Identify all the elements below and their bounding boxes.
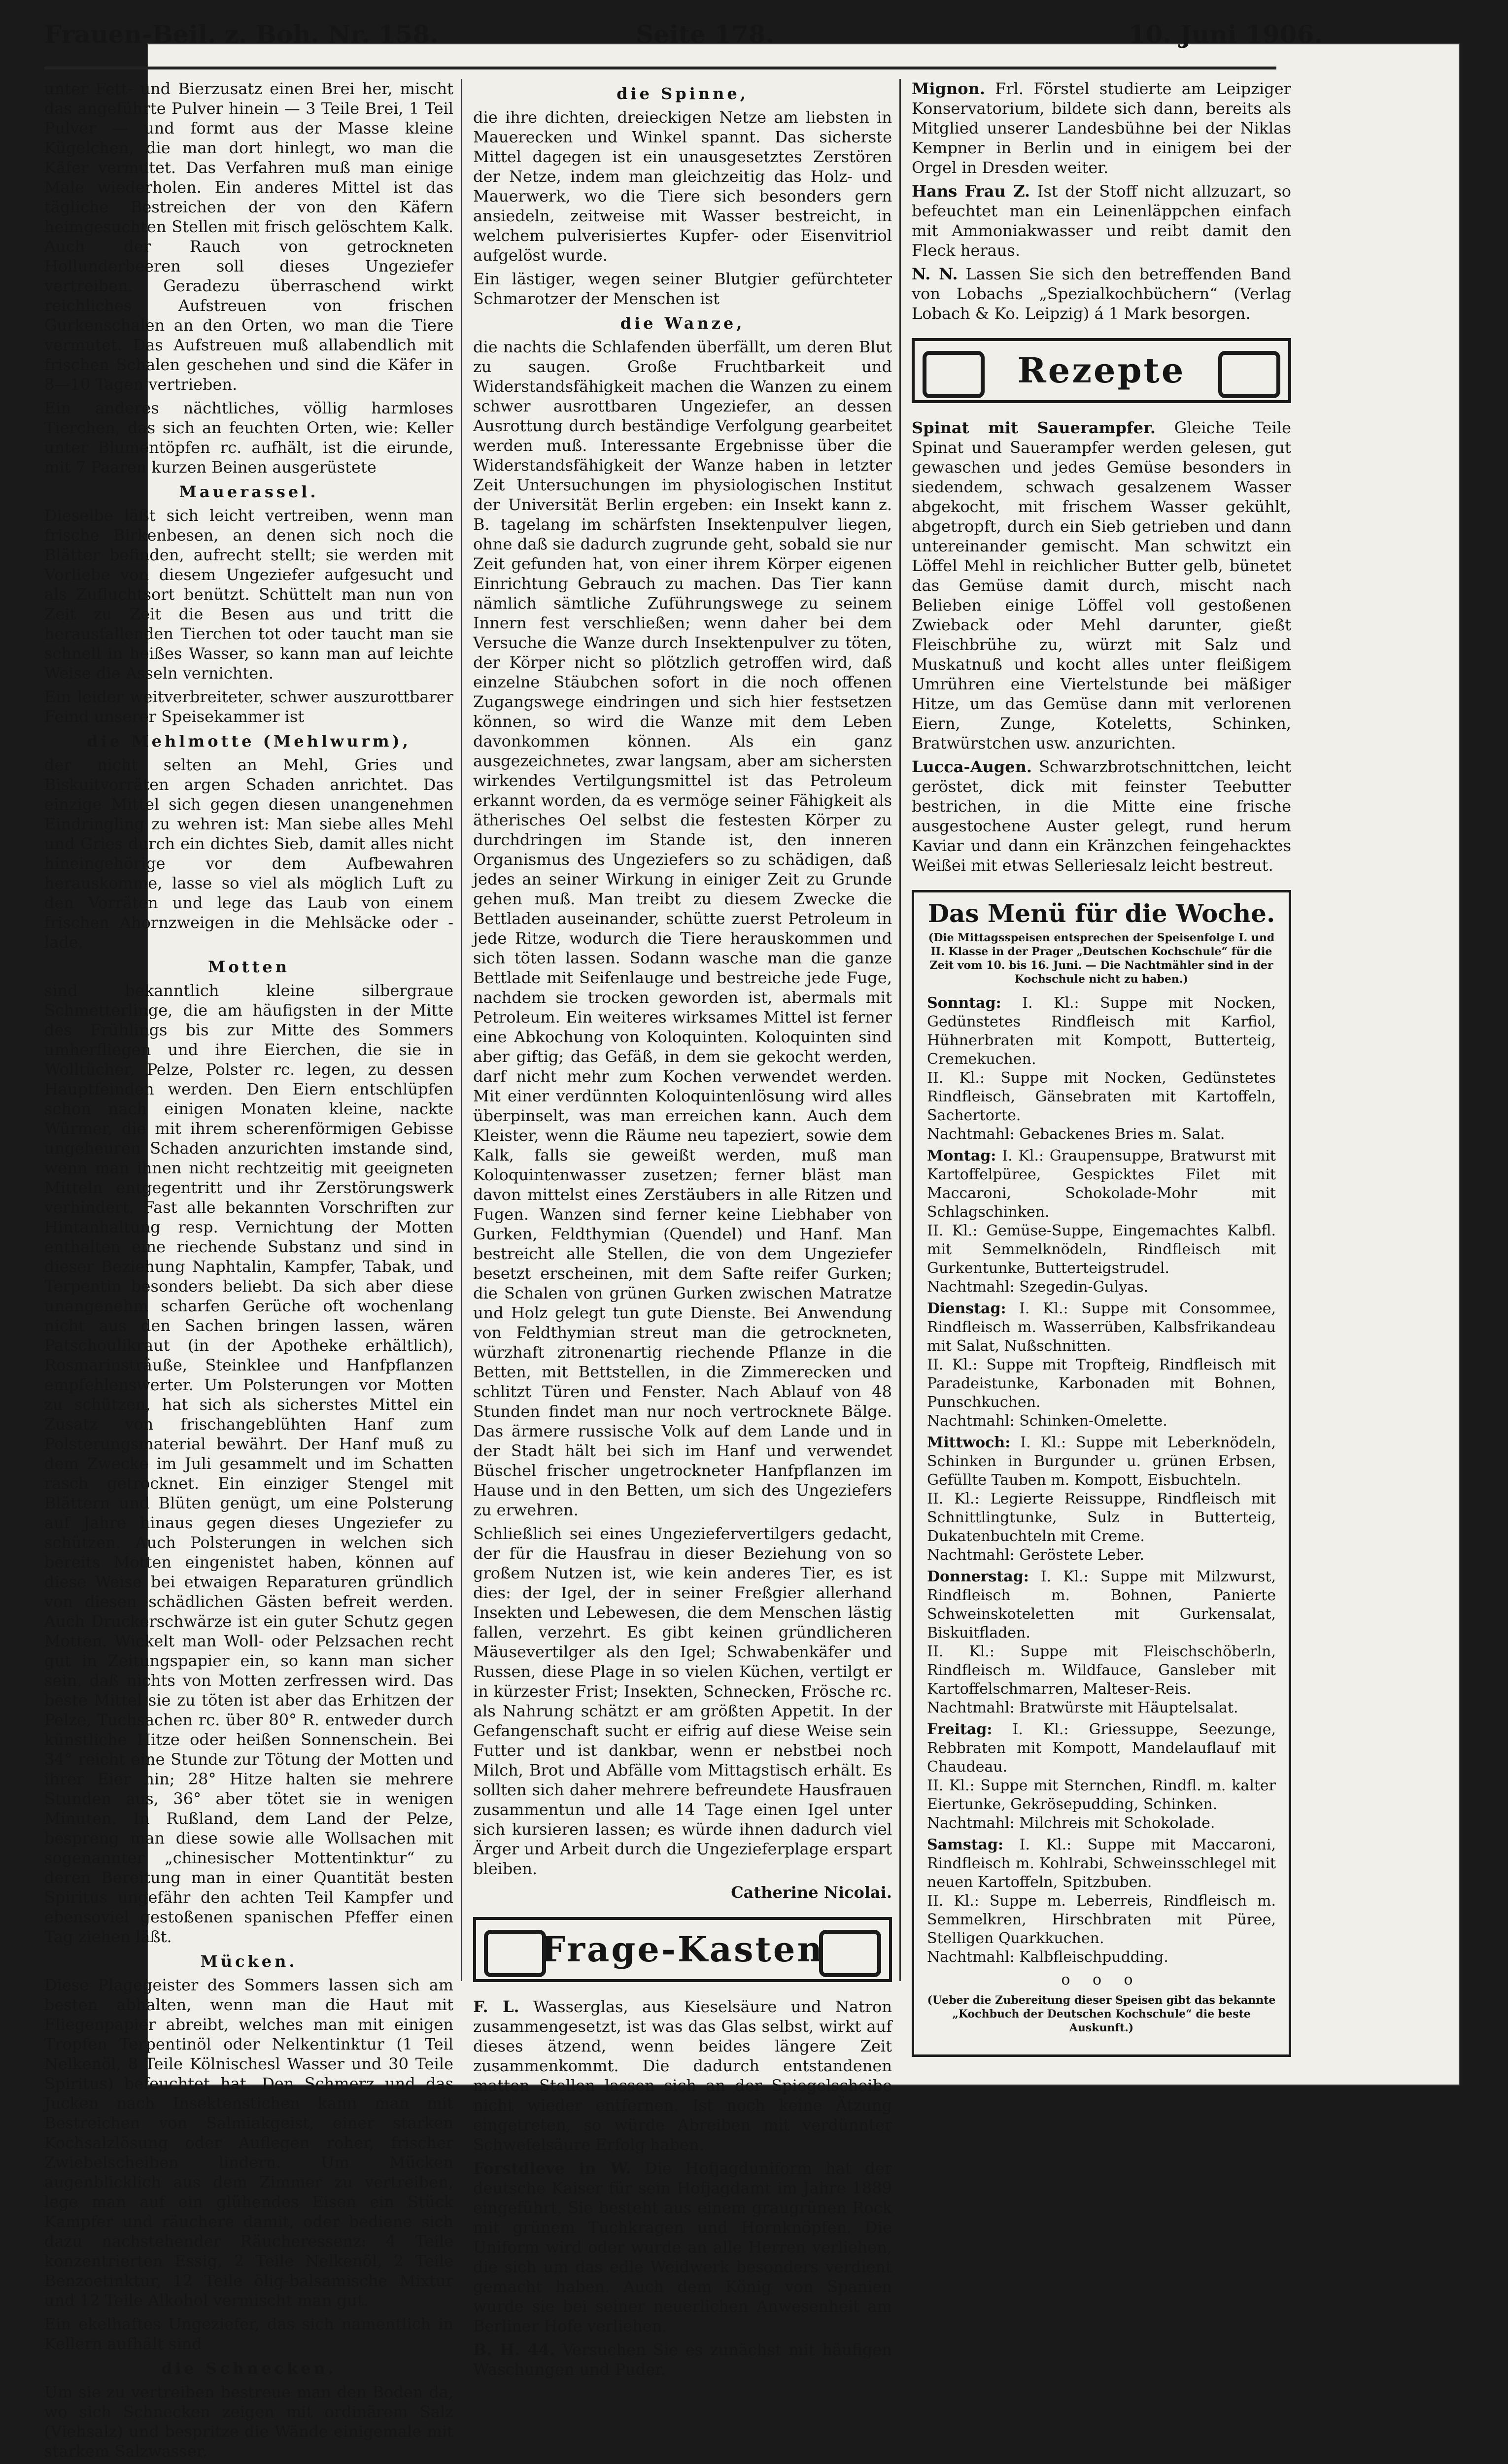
author-signature: Catherine Nicolai. [731,1883,892,1902]
article-paragraph: Ein anderes nächtliches, völlig harmloses Tierchen, das sich an feuchten Orten, wie: Keller unter Blumentöpfen rc. aufhält, ist die eirunde, mit 7 Paaren kurzen Beinen ausgerüstete [44,399,453,477]
answer-head: F. L. [473,1997,519,2016]
menu-line [927,1546,1276,1565]
answer-head: Hans Frau Z. [912,182,1030,201]
answer-text: Wasserglas, aus Kieselsäure und Natron zusammengesetzt, ist was das Glas selbst, wirkt auf dieses ätzend, wenn beides längere Zeit zusammenkommt. Die dadurch entstandenen matten Stellen lassen sich an der Spiegelscheibe nicht wieder entfernen. Ist noch keine Ätzung eingetreten, so würde Abreiben mit verdünnter Schwefelsäure Erfolg haben. [473,1997,892,2154]
recipe [912,757,1291,875]
menu-line-text: Nachtmahl: Szegedin-Gulyas. [927,1278,1149,1296]
article-paragraph: die ihre dichten, dreieckigen Netze am liebsten in Mauerecken und Winkel spannt. Das sicherste Mittel dagegen ist ein unausgesetztes Zerstören der Netze, indem man gleichzeitig das Holz- und Mauerwerk, wo die Tiere sich besonders gern ansiedeln, zeitweise mit Wasser bestreicht, in welchem pulverisiertes Kupfer- oder Eisenvitriol aufgelöst wurde. [473,108,892,265]
menu-line [927,1412,1276,1431]
frage-kasten-banner [473,1917,892,1982]
menu-day [927,1434,1276,1565]
menu-day-label: Sonntag: [927,994,1001,1012]
article-paragraph: die nachts die Schlafenden überfällt, um deren Blut zu saugen. Große Fruchtbarkeit und Widerstandsfähigkeit machen die Wanzen zu einem schwer ausrottbaren Ungeziefer, an dessen Ausrottung durch beständige Verfolgung gearbeitet werden muß. Interessante Ergebnisse über die Widerstandsfähigkeit der Wanze haben in letzter Zeit Untersuchungen im physiologischen Institut der Universität Berlin ergeben: ein Insekt kann z. B. tagelang im schärfsten Insektenpulver liegen, ohne daß sie dadurch zugrunde geht, sobald sie nur Zeit gefunden hat, von einer ihrem Körper eigenen Einrichtung Gebrauch zu machen. Das Tier kann nämlich sämtliche Zuführungswege zu seinem Innern fest verschließen; wenn daher bei dem Versuche die Wanze durch Insektenpulver zu töten, der Körper nicht so plötzlich getroffen wird, daß einzelne Stäubchen sofort in die noch offenen Zugangswege eindringen und sich hier festsetzen können, so wird die Wanze mit dem Leben davonkommen können. Als ein ganz ausgezeichnetes, zwar langsam, aber am sichersten wirkendes Vertilgungsmittel ist das Petroleum erkannt worden, da es vermöge seiner Fähigkeit als ätherisches Oel selbst die festesten Körper zu durchdringen im Stande ist, den inneren Organismus des Ungeziefers so zu schädigen, daß jedes an seiner Wirkung in einiger Zeit zu Grunde gehen muß. Man treibt zu diesem Zwecke die Bettladen auseinander, schütte zuerst Petroleum in jede Ritze, wodurch die Tiere herauskommen und sich töten lassen. Sodann wasche man die ganze Bettlade mit Seifenlauge und bestreiche jede Fuge, nachdem sie trocken geworden ist, abermals mit Petroleum. Ein weiteres wirksames Mittel ist ferner eine Abkochung von Koloquinten. Koloquinten sind aber giftig; das Gefäß, in dem sie gekocht werden, darf nicht mehr zum Kochen verwendet werden. Mit einer verdünnten Koloquintenlösung wird alles überpinselt, was man erreichen kann. Auch dem Kleister, wenn die Räume neu tapeziert, sowie dem Kalk, falls sie geweißt werden, muß man Koloquintenwasser zusetzen; ferner bläst man davon mittelst eines Zerstäubers in alle Ritzen und Fugen. Wanzen sind ferner keine Liebhaber von Gurken, Feldthymian (Quendel) und Hanf. Man bestreicht alle Stellen, die von dem Ungeziefer besetzt erscheinen, mit dem Safte reifer Gurken; die Schalen von grünen Gurken zwischen Matratze und Holz gelegt tun gute Dienste. Bei Anwendung von Feldthymian streut man die getrockneten, würzhaft zitronenartig riechende Pflanze in die Betten, mit Bettstellen, in die Zimmerecken und schlitzt Türen und Fenster. Nach Ablauf von 48 Stunden findet man nur noch vertrocknete Bälge. Das ärmere russische Volk auf dem Lande und in der Stadt hält bei sich im Hanf und verwendet Büschel frischer ungetrockneter Hanfpflanzen im Hause und in den Betten, um sich des Ungeziefers zu erwehren. [473,338,892,1519]
recipe-title: Lucca-Augen. [912,757,1032,776]
header-issue: Frauen-Beil. z. Boh. Nr. 158. [44,20,439,49]
menu-line-text: Nachtmahl: Bratwürste mit Häuptelsalat. [927,1699,1238,1716]
menu-line [927,1278,1276,1297]
menu-day [927,994,1276,1144]
ornament-right [1218,351,1280,398]
menu-day-label: Donnerstag: [927,1568,1029,1585]
answer-head: N. N. [912,265,958,283]
article-paragraph: Diese Plagegeister des Sommers lassen sich am besten abhalten, wenn man die Haut mit Fliegenpapier abreibt, welches man mit einigen Tropfen Terpentinöl oder Nelkentinktur (1 Teil Nelkenöl, 8 Teile Kölnischesl Wasser und 30 Teile Spiritus) befeuchtet hat. Den Schmerz und das Jucken nach Insektenstichen kann man mit Bestreichen von Salmiakgeist, einer starken Kochsalzlösung oder Auflegen roher, frischer Zwiebelscheiben lindern. Um Mücken augenblicklich aus dem Zimmer zu vertreiben, lege man auf ein glühendes Eisen ein Stück Kampfer und räuchere damit, oder bediene sich dazu nachstehender Räucheressenz: 4 Teile konzentrierten Essig, 2 Teile Nelkenöl, 2 Teile Benzoetinktur, 12 Teile ölig-balsamische Mixtur und 12 Teile Alkohol vermischt man gut. [44,1976,453,2310]
article-paragraph: Dieselbe läßt sich leicht vertreiben, wenn man frische Birkenbesen, an denen sich noch die Blätter befinden, aufrecht stellt; sie werden mit Vorliebe von diesem Ungeziefer aufgesucht und als Zufluchtsort benützt. Schüttelt man nun von Zeit zu Zeit die Besen aus und tritt die herausfallenden Tierchen tot oder taucht man sie schnell in heißes Wasser, so kann man auf leichte Weise die Asseln vernichten. [44,506,453,683]
menu-line [927,1814,1276,1833]
column-divider [899,79,901,1981]
menu-day [927,1836,1276,1967]
page-header [44,20,1355,74]
menu-line [927,1222,1276,1278]
menu-line [927,1948,1276,1967]
menu-line-text: I. Kl.: Suppe mit Consommee, Rindfleisch m. Wasserrüben, Kalbsfrikandeau mit Salat, Nußschnitten. [927,1300,1276,1355]
article-paragraph: Ein leider weitverbreiteter, schwer auszurottbarer Feind unserer Speisekammer ist [44,687,453,726]
menu-line-text: I. Kl.: Suppe mit Nocken, Gedünstetes Rindfleisch mit Karfiol, Hühnerbraten mit Kompott, Butterteig, Cremekuchen. [927,994,1276,1068]
menu-day-label: Dienstag: [927,1300,1006,1317]
section-heading: die Schnecken. [161,2359,337,2378]
answer-text: Ist der Stoff nicht allzuzart, so befeuchtet man ein Leinenläppchen einfach mit Ammoniakwasser und reibt damit den Fleck heraus. [912,182,1292,260]
menu-line-text: Nachtmahl: Kalbfleischpudding. [927,1949,1168,1966]
menu-line [927,1434,1276,1490]
section-heading: die Spinne, [617,84,749,103]
rezepte-title: Rezepte [1017,350,1186,391]
menu-day-label: Freitag: [927,1721,993,1738]
menu-line [927,1125,1276,1144]
menu-line-text: I. Kl.: Suppe mit Maccaroni, Rindfleisch m. Kohlrabi, Schweinsschlegel mit neuen Kartoffeln, Spitzbuben. [927,1836,1276,1891]
menu-line-text: II. Kl.: Suppe mit Sternchen, Rindfl. m. kalter Eiertunke, Gekrösepudding, Schinken. [927,1777,1276,1813]
menu-line-text: I. Kl.: Suppe mit Milzwurst, Rindfleisch m. Bohnen, Panierte Schweinskoteletten mit Gurkensalat, Biskuitfladen. [927,1568,1276,1642]
menu-line [927,1069,1276,1125]
menu-note: (Die Mittagsspeisen entsprechen der Speisenfolge I. und II. Klasse in der Prager „Deutschen Kochschule“ für die Zeit vom 10. bis 16. Juni. — Die Nachtmähler sind in der Kochschule nicht zu haben.) [928,931,1275,986]
menu-line-text: II. Kl.: Suppe mit Fleischschöberln, Rindfleisch m. Wildfauce, Gansleber mit Kartoffelschmarren, Malteser-Reis. [927,1643,1276,1698]
answer-head: B. H. 44. [473,2340,555,2359]
menu-line [927,1720,1276,1777]
menu-line-text: Nachtmahl: Milchreis mit Schokolade. [927,1814,1215,1832]
menu-line [927,1568,1276,1643]
recipe [912,418,1291,753]
menu-separator: o o o [1061,1971,1142,1988]
article-paragraph: Ein lästiger, wegen seiner Blutgier gefürchteter Schmarotzer der Menschen ist [473,270,892,308]
menu-line-text: II. Kl.: Gemüse-Suppe, Eingemachtes Kalbfl. mit Semmelknödeln, Rindfleisch mit Gurkentunke, Butterteigstrudel. [927,1222,1276,1277]
menu-line-text: I. Kl.: Suppe mit Leberknödeln, Schinken in Burgunder u. grünen Erbsen, Gefüllte Tauben m. Kompott, Eisbuchteln. [927,1434,1276,1489]
ornament-left [484,1930,546,1977]
answer-head: Mignon. [912,79,985,98]
rezepte-banner [912,338,1291,403]
header-page-number: Seite 178. [636,20,775,49]
answer-entry [912,264,1291,323]
menu-line-text: I. Kl.: Griessuppe, Seezunge, Rebbraten mit Kompott, Mandelauflauf mit Chaudeau. [927,1721,1276,1776]
article-paragraph: Um sie zu vertreiben bestreue man den Boden da, wo sich Schnecken zeigen mit ordinärem Salz (Viehsalz) und bespritze die Wände einigemale mit starkem Salzwasser. [44,2383,453,2461]
answer-text: Frl. Förstel studierte am Leipziger Konservatorium, bildete sich dann, bereits als Mitglied unserer Landesbühne bei der Niklas Kempner in Berlin und in einigem bei der Orgel in Dresden weiter. [912,79,1292,177]
answer-text: Die Hofjagduniform hat der deutsche Kaiser für sein Hofjagdamt im Jahre 1889 eingeführt. Sie besteht aus einem graugrünen Rock mit grünem Tuchkragen und Hornknöpfen. Die Uniform wird oder wurde an alle Herren verliehen, die sich um das edle Weidwerk besonders verdient gemacht haben. Auch dem König von Spanien wurde sie bei seiner neuerlichen Anwesenheit am Berliner Hofe verliehen. [473,2159,892,2335]
ornament-left [923,351,985,398]
menu-line-text: Nachtmahl: Gebackenes Bries m. Salat. [927,1126,1225,1143]
article-paragraph: sind bekanntlich kleine silbergraue Schmetterlinge, die am häufigsten in der Mitte des Frühlings bis zur Mitte des Sommers umherfliegen und ihre Eierchen, die sie in Wolltücher, Pelze, Polster rc. legen, zu dessen Hauptfeinden werden. Den Eiern entschlüpfen schon nach einigen Monaten kleine, nackte Würmer, die mit ihrem scherenförmigen Gebisse ungeheuren Schaden anzurichten imstande sind, wenn man ihnen nicht rechtzeitig mit geeigneten Mitteln entgegentritt und ihr Zerstörungswerk verhindert. Fast alle bekannten Vorschriften zur Hintanhaltung resp. Vernichtung der Motten enthalten eine riechende Substanz und sind in dieser Beziehung Naphtalin, Kampfer, Tabak, und Terpentin besonders beliebt. Da sich aber diese unangenehm scharfen Gerüche oft wochenlang nicht aus den Sachen bringen lassen, wären Patschoulikraut (in der Apotheke erhältlich), Rosmarinsträuße, Steinklee und Hanfpflanzen empfehlenswerter. Um Polsterungen vor Motten zu schützen, hat sich als sicherstes Mittel ein Zusatz von frischangeblühten Hanf zum Polsterungsmaterial bewährt. Der Hanf muß zu dem Zwecke im Juli gesammelt und im Schatten rasch getrocknet. Ein einziger Stengel mit Blättern und Blüten genügt, um eine Polsterung auf Jahre hinaus gegen dieses Ungeziefer zu schützen. Auch Polsterungen in welchen sich bereits Motten eingenistet haben, können auf diese Weise bei etwaigen Reparaturen gründlich von diesen schädlichen Gästen befreit werden. Auch Druckerschwärze ist ein guter Schutz gegen Motten. Wickelt man Woll- oder Pelzsachen recht gut in Zeitungspapier ein, so kann man sicher sein, daß nichts von Motten zerfressen wird. Das beste Mittel sie zu töten ist aber das Erhitzen der Pelze, Tuchsachen rc. über 80° R. entweder durch künstliche Hitze oder heißen Sonnenschein. Bei 34° reicht eine Stunde zur Tötung der Motten und ihrer Eier hin; 28° Hitze halten sie mehrere Stunden aus, 36° aber tötet sie in wenigen Minuten. In Rußland, dem Land der Pelze, bespreng man diese sowie alle Wollsachen mit sogenannter „chinesischer Mottentinktur“ zu deren Bereitung man in einer Quantität besten Spiritus ungefähr den achten Teil Kampfer und ebensoviel gestoßenen spanischen Pfeffer einen Tag ziehen läßt. [44,981,453,1946]
menu-day-label: Montag: [927,1147,996,1164]
answer-entry [473,1997,892,2155]
menu-line [927,1892,1276,1948]
menu-line [927,1300,1276,1356]
article-paragraph: Schließlich sei eines Ungeziefervertilgers gedacht, der für die Hausfrau in dieser Beziehung von so großem Nutzen ist, wie kein anderes Tier, es ist dies: der Igel, der in seiner Freßgier allerhand Insekten und Lebewesen, die dem Menschen lästig fallen, verzehrt. Es gibt keinen gründlicheren Mäusevertilger als den Igel; Schwabenkäfer und Russen, diese Plage in so vielen Küchen, vertilgt er in kürzester Frist; Insekten, Schnecken, Frösche rc. als Nahrung schätzt er am größten Appetit. In der Gefangenschaft sucht er eifrig auf diese Weise sein Futter und ist dankbar, wenn er nebstbei noch Milch, Brot und Abfälle vom Mittagstisch erhält. Es sollten sich daher mehrere befreundete Hausfrauen zusammentun und alle 14 Tage einen Igel unter sich kursieren lassen; es würde ihnen dadurch viel Ärger und Arbeit durch die Ungezieferplage erspart bleiben. [473,1524,892,1878]
menu-line-text: II. Kl.: Suppe m. Leberreis, Rindfleisch m. Semmelkren, Hirschbraten mit Püree, Stelligen Quarkkuchen. [927,1892,1276,1947]
answer-entry [912,181,1291,260]
header-rule [44,67,1276,69]
menu-day-label: Samstag: [927,1836,1004,1853]
menu-line-text: II. Kl.: Suppe mit Nocken, Gedünstetes Rindfleisch, Gänsebraten mit Kartoffeln, Sachertorte. [927,1069,1276,1124]
recipe-text: Schwarzbrotschnittchen, leicht geröstet, dick mit feinster Teebutter bestrichen, in die Mitte eine frische ausgestochene Auster gelegt, rund herum Kaviar und dann ein Kränzchen feingehacktes Weißei mit etwas Selleriesalz leicht bestreut. [912,757,1291,875]
recipe-title: Spinat mit Sauerampfer. [912,418,1156,437]
menu-line [927,1147,1276,1222]
column-1 [44,79,453,2464]
article-paragraph: Ein ekelhaftes Ungeziefer, das sich namentlich in Kellern aufhält sind [44,2315,453,2353]
menu-line [927,1490,1276,1546]
section-heading: Motten [208,958,290,976]
menu-line [927,1699,1276,1717]
menu-days [927,994,1276,1967]
menu-line [927,1356,1276,1412]
menu-day [927,1720,1276,1833]
menu-day [927,1568,1276,1717]
answer-head: Forstdleve in W. [473,2159,631,2178]
answer-text: Lassen Sie sich den betreffenden Band von Lobachs „Spezialkochbüchern“ (Verlag Lobach & Ko. Leipzig) á 1 Mark besorgen. [912,265,1291,323]
menu-line-text: Nachtmahl: Schinken-Omelette. [927,1412,1167,1430]
header-date: 10. Juni 1906. [1129,20,1323,49]
answer-text: Versuchen Sie es zunächst mit häufigen Waschungen und Puder. [473,2340,892,2379]
ornament-right [819,1930,881,1977]
section-heading: Mauerassel. [179,482,319,501]
menu-line-text: II. Kl.: Legierte Reissuppe, Rindfleisch mit Schnittlingtunke, Sulz in Butterteig, Dukatenbuchteln mit Creme. [927,1490,1276,1545]
menu-line-text: Nachtmahl: Geröstete Leber. [927,1546,1145,1564]
weekly-menu-box [912,890,1291,2057]
frage-kasten-title: Frage-Kasten [541,1929,824,1970]
article-paragraph: unter Fett- und Bierzusatz einen Brei her, mischt das angeführte Pulver hinein — 3 Teile Brei, 1 Teil Pulver — und formt aus der Masse kleine Kügelchen, die man dort hinlegt, wo man die Käfer vermutet. Das Verfahren muß man einige Male wiederholen. Ein anderes Mittel ist das tägliche Bestreichen der von den Käfern heimgesuchten Stellen mit frisch gelöschtem Kalk. Auch der Rauch von getrockneten Hollunderbeeren soll dieses Ungeziefer vertreiben. Geradezu überraschend wirkt reichliches Aufstreuen von frischen Gurkenschalen an den Orten, wo man die Tiere vermutet. Das Aufstreuen muß allabendlich mit frischen Schalen geschehen und sind die Käfer in 8—10 Tagen vertrieben. [44,79,453,394]
answer-entry [473,2158,892,2336]
menu-footer: (Ueber die Zubereitung dieser Speisen gibt das bekannte „Kochbuch der Deutschen Kochschule“ die beste Auskunft.) [927,1994,1276,2034]
menu-line [927,994,1276,1069]
column-3 [912,79,1291,2057]
section-heading: die Wanze, [620,314,745,333]
menu-day [927,1147,1276,1297]
menu-day [927,1300,1276,1431]
recipe-text: Gleiche Teile Spinat und Sauerampfer werden gelesen, gut gewaschen und jedes Gemüse besonders in siedendem, schwach gesalzenem Wasser abgekocht, mit frischem Wasser gekühlt, abgetropft, durch ein Sieb getrieben und dann untereinander gemischt. Man schwitzt ein Löffel Mehl in reichlicher Butter gelb, bünetet das Gemüse damit durch, mischt nach Belieben einige Löffel voll gestoßenen Zwieback oder Mehl darunter, gießt Fleischbrühe zu, würzt mit Salz und Muskatnuß und kocht alles unter fleißigem Umrühren eine Viertelstunde bei mäßiger Hitze, um das Gemüse dann mit verlorenen Eiern, Zunge, Koteletts, Schinken, Bratwürstchen usw. anzurichten. [912,418,1292,753]
column-2 [473,79,892,2383]
answer-entry [473,2340,892,2379]
menu-line [927,1643,1276,1699]
menu-day-label: Mittwoch: [927,1434,1011,1451]
menu-line [927,1836,1276,1892]
section-heading: die Mehlmotte (Mehlwurm), [87,732,411,751]
column-divider [461,79,462,1981]
answer-entry [912,79,1291,177]
menu-line-text: I. Kl.: Graupensuppe, Bratwurst mit Kartoffelpüree, Gespicktes Filet mit Maccaroni, Schokolade-Mohr mit Schlagschinken. [927,1147,1276,1221]
menu-line [927,1777,1276,1814]
article-paragraph: der nicht selten an Mehl, Gries und Biskuitvorräten argen Schaden anrichtet. Das einzige Mittel sich gegen diesen unangenehmen Eindringling zu wehren ist: Man siebe alles Mehl und Gries durch ein dichtes Sieb, damit alles nicht hineingehörige vor dem Aufbewahren herauskomme, lasse so viel als möglich Luft zu den Vorräten und lege das Laub von einem frischen Ahornzweigen in die Mehlsäcke oder -lade. [44,755,453,952]
section-heading: Mücken. [200,1952,298,1971]
menu-title: Das Menü für die Woche. [927,899,1275,928]
menu-line-text: II. Kl.: Suppe mit Tropfteig, Rindfleisch mit Paradeistunke, Karbonaden mit Bohnen, Punschkuchen. [927,1356,1276,1411]
